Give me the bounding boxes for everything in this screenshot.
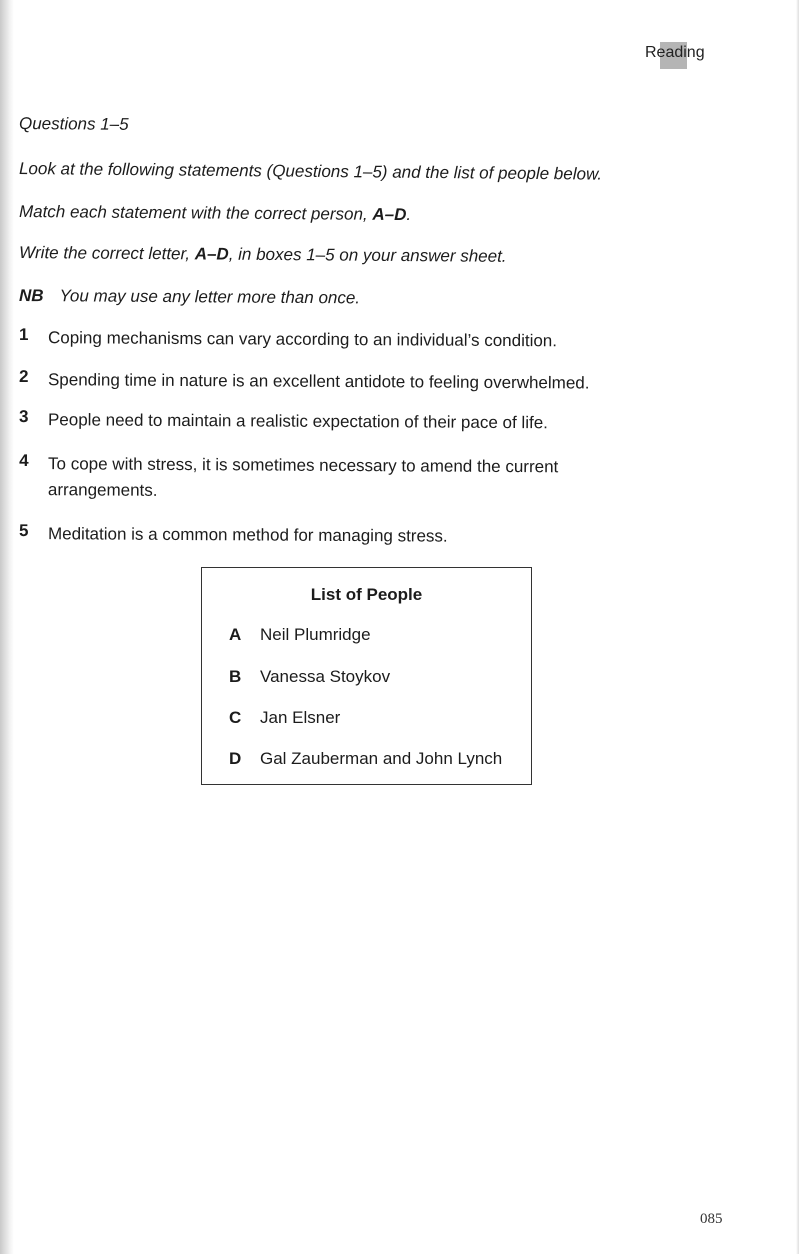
instruction-match-end: . bbox=[406, 205, 412, 225]
nb-text: You may use any letter more than once. bbox=[59, 286, 361, 308]
statement-3 bbox=[19, 407, 679, 437]
person-name: Jan Elsner bbox=[260, 708, 341, 727]
statement-number: 2 bbox=[18, 367, 29, 387]
person-letter: B bbox=[229, 667, 242, 686]
statement-number: 4 bbox=[19, 451, 29, 471]
instruction-write-text: Write the correct letter, bbox=[18, 243, 195, 264]
instruction-look: Look at the following statements (Questions 1–5) and the list of people below. bbox=[18, 159, 603, 184]
questions-range-heading: Questions 1–5 bbox=[18, 114, 129, 134]
instruction-match bbox=[19, 202, 411, 225]
statement-4 bbox=[19, 451, 679, 507]
instruction-write bbox=[19, 243, 507, 267]
instruction-match-text: Match each statement with the correct person, bbox=[18, 202, 373, 224]
instruction-write-letters: A–D bbox=[194, 244, 229, 264]
person-name: Neil Plumridge bbox=[260, 625, 371, 644]
nb-label: NB bbox=[18, 286, 44, 306]
statement-number: 1 bbox=[18, 325, 29, 345]
statement-text: To cope with stress, it is sometimes necessary to amend the current arrangements. bbox=[47, 454, 559, 500]
person-item bbox=[229, 749, 502, 769]
person-letter: C bbox=[229, 708, 242, 727]
person-name: Gal Zauberman and John Lynch bbox=[260, 749, 503, 768]
person-letter: A bbox=[229, 625, 242, 644]
list-of-people-title: List of People bbox=[310, 585, 423, 604]
instruction-match-letters: A–D bbox=[372, 204, 407, 225]
statement-text: Meditation is a common method for managing stress. bbox=[47, 524, 448, 546]
statement-5 bbox=[19, 521, 679, 551]
page-number: 085 bbox=[700, 1211, 723, 1227]
person-item bbox=[229, 667, 390, 687]
statement-number: 5 bbox=[18, 521, 29, 541]
person-item bbox=[229, 625, 371, 645]
statement-text: Spending time in nature is an excellent antidote to feeling overwhelmed. bbox=[47, 370, 590, 393]
section-tab-label: Reading bbox=[645, 44, 705, 61]
list-of-people-box bbox=[201, 567, 532, 785]
person-letter: D bbox=[229, 749, 242, 768]
nota-bene bbox=[19, 286, 360, 308]
person-item bbox=[229, 708, 340, 728]
statement-1 bbox=[19, 325, 679, 355]
statement-number: 3 bbox=[18, 407, 29, 427]
person-name: Vanessa Stoykov bbox=[260, 667, 391, 686]
statement-2 bbox=[19, 367, 679, 397]
binding-shadow bbox=[0, 0, 14, 1254]
statement-text: People need to maintain a realistic expectation of their pace of life. bbox=[47, 410, 548, 433]
section-tab bbox=[645, 44, 705, 62]
instruction-write-end: , in boxes 1–5 on your answer sheet. bbox=[228, 244, 507, 266]
statement-text: Coping mechanisms can vary according to an individual’s condition. bbox=[47, 328, 558, 351]
